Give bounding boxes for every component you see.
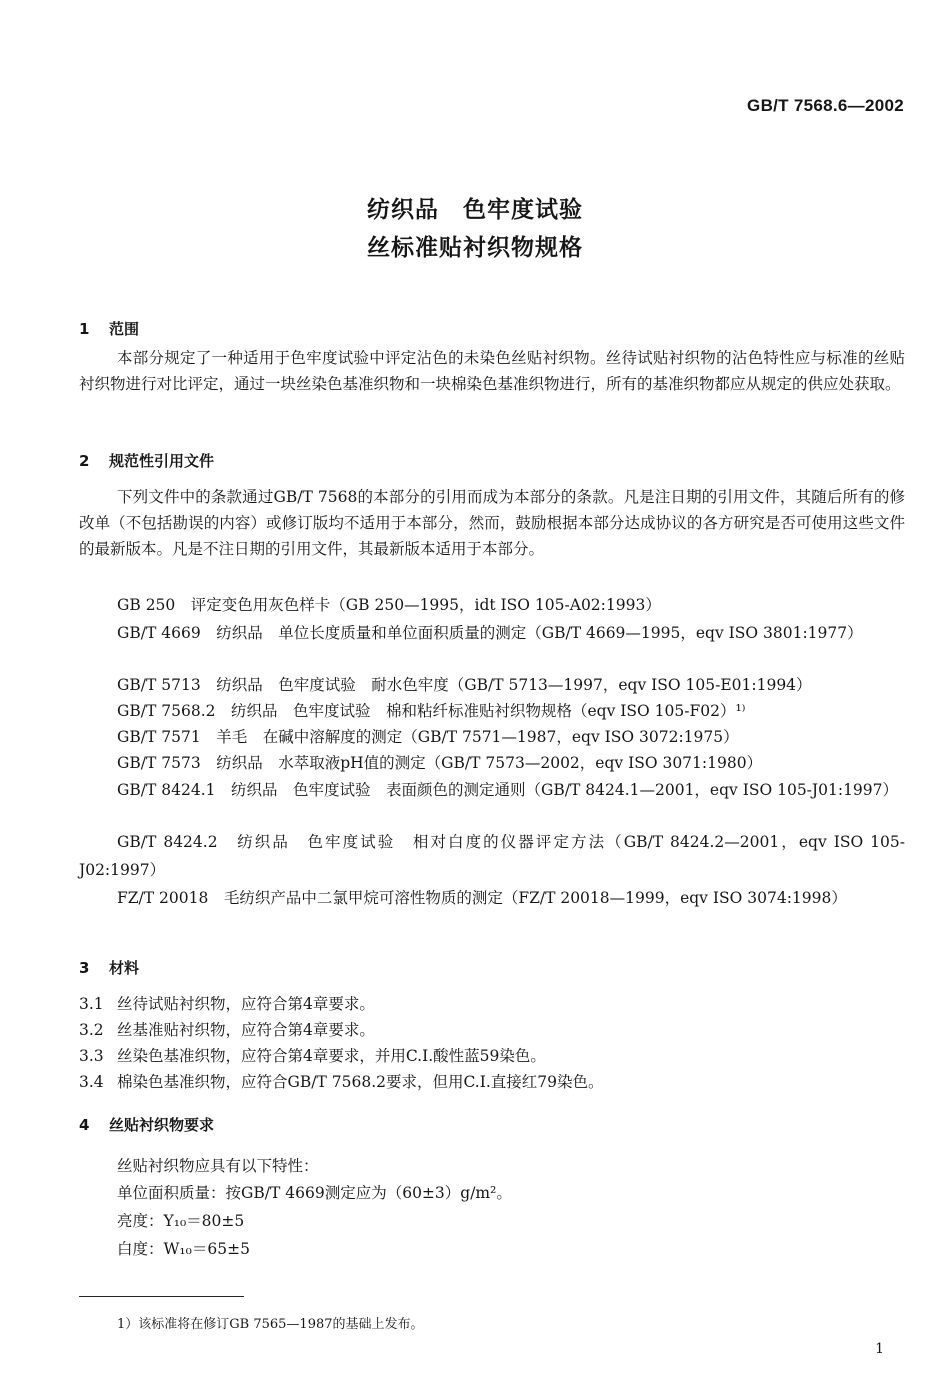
reference-item: GB/T 7573 纺织品 水萃取液pH值的测定（GB/T 7573—2002，eqv ISO 3071:1980） <box>117 754 763 772</box>
item-text: 丝待试贴衬织物，应符合第4章要求。 <box>117 995 375 1013</box>
footnote: 1）该标准将在修订GB 7565—1987的基础上发布。 <box>117 1317 424 1332</box>
material-item <box>79 1069 905 1095</box>
material-item <box>79 1043 905 1069</box>
footnote-divider <box>79 1296 244 1297</box>
normative-references-paragraph: 下列文件中的条款通过GB/T 7568的本部分的引用而成为本部分的条款。凡是注日期的引用文件，其随后所有的修改单（不包括勘误的内容）或修订版均不适用于本部分，然而，鼓励根据本部分达成协议的各方研究是否可使用这些文件的最新版本。凡是不注日期的引用文件，其最新版本适用于本部分。 <box>79 488 905 558</box>
section-number: 4 <box>79 1116 90 1134</box>
section-3-heading <box>79 957 139 978</box>
section-1-heading <box>79 318 139 339</box>
reference-item: GB/T 5713 纺织品 色牢度试验 耐水色牢度（GB/T 5713—1997，eqv ISO 105-E01:1994） <box>117 676 812 694</box>
reference-item: GB/T 7571 羊毛 在碱中溶解度的测定（GB/T 7571—1987，eqv ISO 3072:1975） <box>117 728 739 746</box>
reference-item: GB/T 8424.1 纺织品 色牢度试验 表面颜色的测定通则（GB/T 8424.1—2001，eqv ISO 105-J01:1997） <box>117 781 899 799</box>
section-title: 范围 <box>109 320 140 338</box>
item-text: 丝基准贴衬织物，应符合第4章要求。 <box>117 1021 375 1039</box>
material-item <box>79 991 905 1017</box>
scope-paragraph: 本部分规定了一种适用于色牢度试验中评定沾色的未染色丝贴衬织物。丝待试贴衬织物的沾色特性应与标准的丝贴衬织物进行对比评定，通过一块丝染色基准织物和一块棉染色基准织物进行，所有的基准织物都应从规定的供应处获取。 <box>79 349 905 393</box>
section-4-heading <box>79 1114 214 1135</box>
section-number: 1 <box>79 320 90 338</box>
reference-item: GB/T 7568.2 纺织品 色牢度试验 棉和粘纤标准贴衬织物规格（eqv ISO 105-F02）¹⁾ <box>117 702 746 720</box>
requirement-line: 白度：W₁₀＝65±5 <box>117 1240 250 1258</box>
section-title: 规范性引用文件 <box>109 452 215 470</box>
section-number: 3 <box>79 959 90 977</box>
item-number: 3.2 <box>79 1021 104 1039</box>
reference-item: GB/T 4669 纺织品 单位长度质量和单位面积质量的测定（GB/T 4669—1995，eqv ISO 3801:1977） <box>117 624 863 642</box>
requirement-line: 亮度：Y₁₀＝80±5 <box>117 1212 245 1230</box>
document-title-line2: 丝标准贴衬织物规格 <box>367 235 583 261</box>
requirement-line: 单位面积质量：按GB/T 4669测定应为（60±3）g/m²。 <box>117 1184 512 1202</box>
requirement-line: 丝贴衬织物应具有以下特性： <box>117 1157 319 1175</box>
standard-code: GB/T 7568.6—2002 <box>747 96 904 115</box>
material-item <box>79 1017 905 1043</box>
section-title: 丝贴衬织物要求 <box>109 1116 215 1134</box>
item-number: 3.4 <box>79 1073 104 1091</box>
reference-item: GB 250 评定变色用灰色样卡（GB 250—1995，idt ISO 105-A02:1993） <box>117 596 661 614</box>
section-number: 2 <box>79 452 90 470</box>
document-title-line1: 纺织品 色牢度试验 <box>367 197 583 223</box>
section-2-heading <box>79 450 214 471</box>
item-text: 丝染色基准织物，应符合第4章要求，并用C.I.酸性蓝59染色。 <box>117 1047 546 1065</box>
page-number: 1 <box>875 1341 884 1357</box>
reference-item: GB/T 8424.2 纺织品 色牢度试验 相对白度的仪器评定方法（GB/T 8424.2—2001，eqv ISO 105-J02:1997） <box>79 833 905 879</box>
item-number: 3.3 <box>79 1047 104 1065</box>
item-number: 3.1 <box>79 995 104 1013</box>
reference-item: FZ/T 20018 毛纺织产品中二氯甲烷可溶性物质的测定（FZ/T 20018—1999，eqv ISO 3074:1998） <box>117 889 847 907</box>
section-title: 材料 <box>109 959 140 977</box>
item-text: 棉染色基准织物，应符合GB/T 7568.2要求，但用C.I.直接红79染色。 <box>117 1073 604 1091</box>
